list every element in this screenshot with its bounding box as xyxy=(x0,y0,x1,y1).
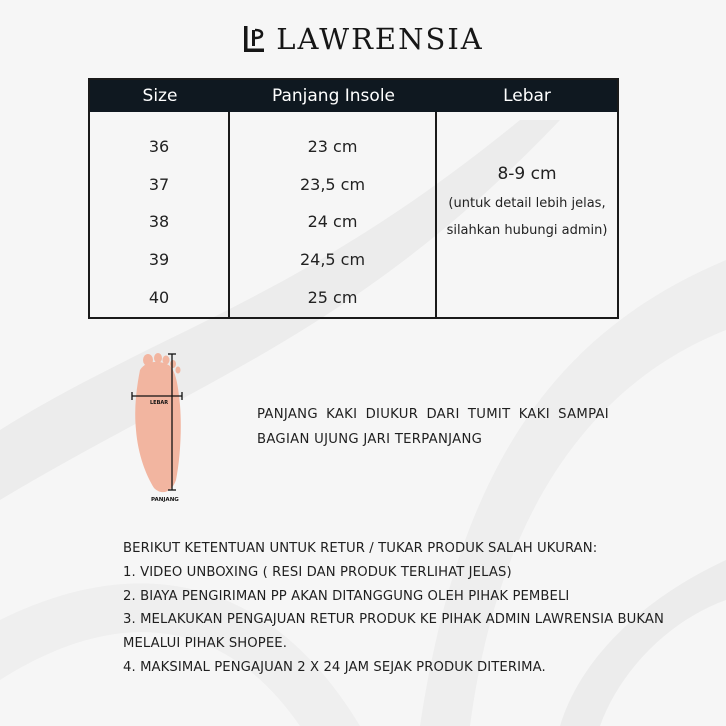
size-cell: 38 xyxy=(148,212,170,232)
size-cell: 37 xyxy=(148,174,170,194)
insole-length-cell: 25 cm xyxy=(307,287,358,307)
foot-measure-instruction: PANJANG KAKI DIUKUR DARI TUMIT KAKI SAMPAI BAGIAN UJUNG JARI TERPANJANG xyxy=(257,407,609,447)
width-value: 8-9 cm xyxy=(497,164,557,184)
size-column xyxy=(90,112,230,317)
header-size: Size xyxy=(142,86,178,106)
size-cell: 39 xyxy=(148,250,170,270)
foot-width-label: LEBAR xyxy=(150,400,169,406)
header-insole-length: Panjang Insole xyxy=(271,86,396,106)
insole-length-cell: 24 cm xyxy=(307,212,358,232)
return-policy xyxy=(123,537,693,680)
insole-length-column xyxy=(230,112,437,317)
width-note: (untuk detail lebih jelas, silahkan hubungi admin) xyxy=(446,196,608,238)
return-policy-heading: BERIKUT KETENTUAN UNTUK RETUR / TUKAR PRODUK SALAH UKURAN: xyxy=(123,541,598,556)
size-cell: 40 xyxy=(148,287,170,307)
header-width: Lebar xyxy=(503,86,551,106)
foot-measurement-icon xyxy=(126,350,188,505)
table-body xyxy=(90,112,617,317)
size-chart-table xyxy=(88,78,619,319)
brand-name: LAWRENSIA xyxy=(276,22,484,56)
table-header xyxy=(90,80,617,112)
insole-length-cell: 23,5 cm xyxy=(299,174,366,194)
return-policy-item: 4. MAKSIMAL PENGAJUAN 2 X 24 JAM SEJAK PRODUK DITERIMA. xyxy=(123,659,546,675)
size-cell: 36 xyxy=(148,137,170,157)
width-column xyxy=(437,112,617,317)
return-policy-item: 3. MELAKUKAN PENGAJUAN RETUR PRODUK KE PIHAK ADMIN LAWRENSIA BUKAN MELALUI PIHAK SHOPEE. xyxy=(123,612,665,652)
foot-length-label: PANJANG xyxy=(151,497,179,503)
return-policy-item: 2. BIAYA PENGIRIMAN PP AKAN DITANGGUNG OLEH PIHAK PEMBELI xyxy=(123,588,570,604)
return-policy-item: 1. VIDEO UNBOXING ( RESI DAN PRODUK TERLIHAT JELAS) xyxy=(123,564,512,580)
insole-length-cell: 23 cm xyxy=(307,137,358,157)
insole-length-cell: 24,5 cm xyxy=(299,250,366,270)
brand-header xyxy=(0,22,726,56)
lawrensia-monogram-icon xyxy=(242,24,266,54)
